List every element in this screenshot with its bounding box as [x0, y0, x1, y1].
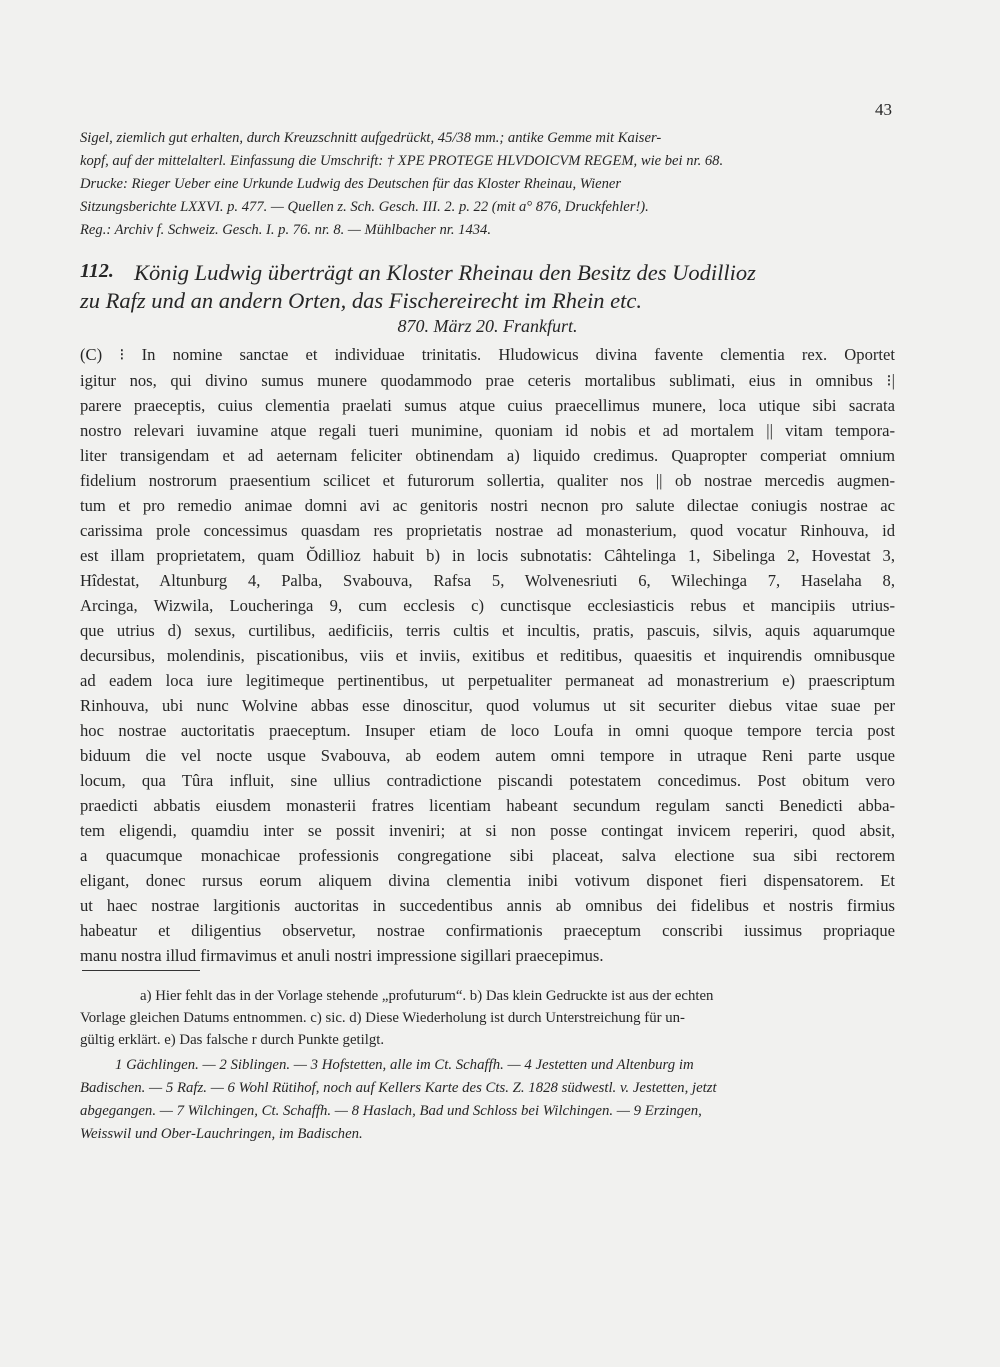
note-line: Sitzungsberichte LXXVI. p. 477. — Quellen z. Sch. Gesch. III. 2. p. 22 (mit a° 876, Druckfehler!).: [80, 199, 649, 215]
text-line: (C) ⁝ In nomine sanctae et individuae trinitatis. Hludowicus divina favente clementia rex. Oportet: [80, 345, 895, 364]
footnote-line: Badischen. — 5 Rafz. — 6 Wohl Rütihof, noch auf Kellers Karte des Cts. Z. 1828 südwestl. v. Jestetten, jetzt: [80, 1080, 717, 1096]
text-line: parere praeceptis, cuius clementia praelati sumus atque cuius praecellimus munere, loca utique sibi sacrata: [80, 396, 895, 415]
note-line: kopf, auf der mittelalterl. Einfassung die Umschrift: † XPE PROTEGE HLVDOICVM REGEM, wie bei nr. 68.: [80, 153, 724, 169]
text-line: liter transigendam et ad aeternam feliciter obtinendam a) liquido credimus. Quapropter comperiat omnium: [80, 446, 895, 465]
text-line: carissima prole concessimus quasdam res proprietatis nostrae ad monasterium, quod vocatur Rinhouva, id: [80, 521, 895, 540]
text-line: biduum die vel nocte usque Svabouva, ab eodem autem omni tempore in utraque Reni parte usque: [80, 746, 895, 765]
footnote-line: gültig erklärt. e) Das falsche r durch Punkte getilgt.: [80, 1032, 385, 1048]
text-line: habeatur et diligentius observetur, nostrae confirmationis praeceptum conscribi iussimus propriaque: [80, 921, 895, 940]
note-line: Drucke: Rieger Ueber eine Urkunde Ludwig des Deutschen für das Kloster Rheinau, Wiener: [80, 176, 622, 192]
text-line: praedicti abbatis eiusdem monasterii fratres licentiam habeant secundum regulam sancti Benedicti abba-: [80, 796, 895, 815]
page-number: 43: [875, 100, 892, 119]
text-line: eligant, donec rursus eorum aliquem divina clementia inibi votivum disponet fieri dispensatorem. Et: [80, 871, 895, 890]
text-line: est illam proprietatem, quam Ŏdillioz habuit b) in locis subnotatis: Câhtelinga 1, Sibelinga 2, Hovestat 3,: [80, 546, 895, 565]
text-line: tum et pro remedio animae domni avi ac genitoris nostri necnon pro salute dilectae coniugis nostrae ac: [80, 496, 895, 515]
footnote-line: 1 Gächlingen. — 2 Siblingen. — 3 Hofstetten, alle im Ct. Schaffh. — 4 Jestetten und Altenburg im: [115, 1057, 694, 1073]
footnote-line: abgegangen. — 7 Wilchingen, Ct. Schaffh. — 8 Haslach, Bad und Schloss bei Wilchingen. — 9 Erzingen,: [80, 1103, 702, 1119]
text-line: a quacumque monachicae professionis congregatione sibi placeat, salva electione sua sibi rectorem: [80, 846, 895, 865]
text-line: manu nostra illud firmavimus et anuli nostri impressione sigillari praecepimus.: [80, 946, 604, 965]
text-line: ut haec nostrae largitionis auctoritas in succedentibus annis ab omnibus dei fidelibus et nostris firmius: [80, 896, 895, 915]
text-line: hoc nostrae auctoritatis praeceptum. Insuper etiam de loco Loufa in omni quoque tempore tercia post: [80, 721, 895, 740]
text-line: tem eligendi, quamdiu inter se possit inveniri; at si non posse contingat invicem reperiri, quod absit,: [80, 821, 895, 840]
text-line: que utrius d) sexus, curtilibus, aedificiis, terris cultis et incultis, pratis, pascuis, silvis, aquis aquarumque: [80, 621, 895, 640]
footnote-divider: [82, 970, 200, 971]
text-line: ad eadem loca iure legitimeque pertinentibus, ut perpetualiter permaneat ad monastrerium e) praescriptum: [80, 671, 895, 690]
text-line: Rinhouva, ubi nunc Wolvine abbas esse dinoscitur, quod volumus ut sit securiter diebus vitae suae per: [80, 696, 895, 715]
text-line: igitur nos, qui divino sumus munere quodammodo prae ceteris mortalibus sublimati, eius in omnibus ⁝|: [80, 371, 895, 390]
footnote-line: a) Hier fehlt das in der Vorlage stehende „profuturum“. b) Das klein Gedruckte ist aus der echten: [140, 988, 714, 1004]
text-line: locum, qua Tûra influit, sine ullius contradictione piscandi potestatem concedimus. Post obitum vero: [80, 771, 895, 790]
text-line: fidelium nostrorum praesentium scilicet et futurorum sollertia, qualiter nos || ob nostrae mercedis augmen-: [80, 471, 895, 490]
text-line: decursibus, molendinis, piscationibus, viis et inviis, exitibus et reditibus, quaesitis et inquirendis omnibusque: [80, 646, 895, 665]
footnote-line: Weisswil und Ober-Lauchringen, im Badischen.: [80, 1126, 363, 1142]
text-line: nostro relevari iuvamine atque regali tueri munimine, quoniam id nobis et ad mortalem || vitam tempora-: [80, 421, 895, 440]
footnote-line: Vorlage gleichen Datums entnommen. c) sic. d) Diese Wiederholung ist durch Unterstreichung für un-: [80, 1010, 685, 1026]
note-line: Reg.: Archiv f. Schweiz. Gesch. I. p. 76. nr. 8. — Mühlbacher nr. 1434.: [80, 222, 492, 238]
document-number: 112.: [80, 260, 114, 282]
document-date: 870. März 20. Frankfurt.: [397, 316, 578, 336]
text-line: Hîdestat, Altunburg 4, Palba, Svabouva, Rafsa 5, Wolvenesriuti 6, Wilechinga 7, Haselaha 8,: [80, 571, 895, 590]
heading-line: König Ludwig überträgt an Kloster Rheinau den Besitz des Uodillioz: [134, 260, 756, 285]
heading-line: zu Rafz und an andern Orten, das Fischereirecht im Rhein etc.: [80, 288, 642, 313]
text-line: Arcinga, Wizwila, Loucheringa 9, cum ecclesis c) cunctisque ecclesiasticis rebus et mancipiis utrius-: [80, 596, 895, 615]
note-line: Sigel, ziemlich gut erhalten, durch Kreuzschnitt aufgedrückt, 45/38 mm.; antike Gemme mit Kaiser-: [80, 130, 662, 146]
